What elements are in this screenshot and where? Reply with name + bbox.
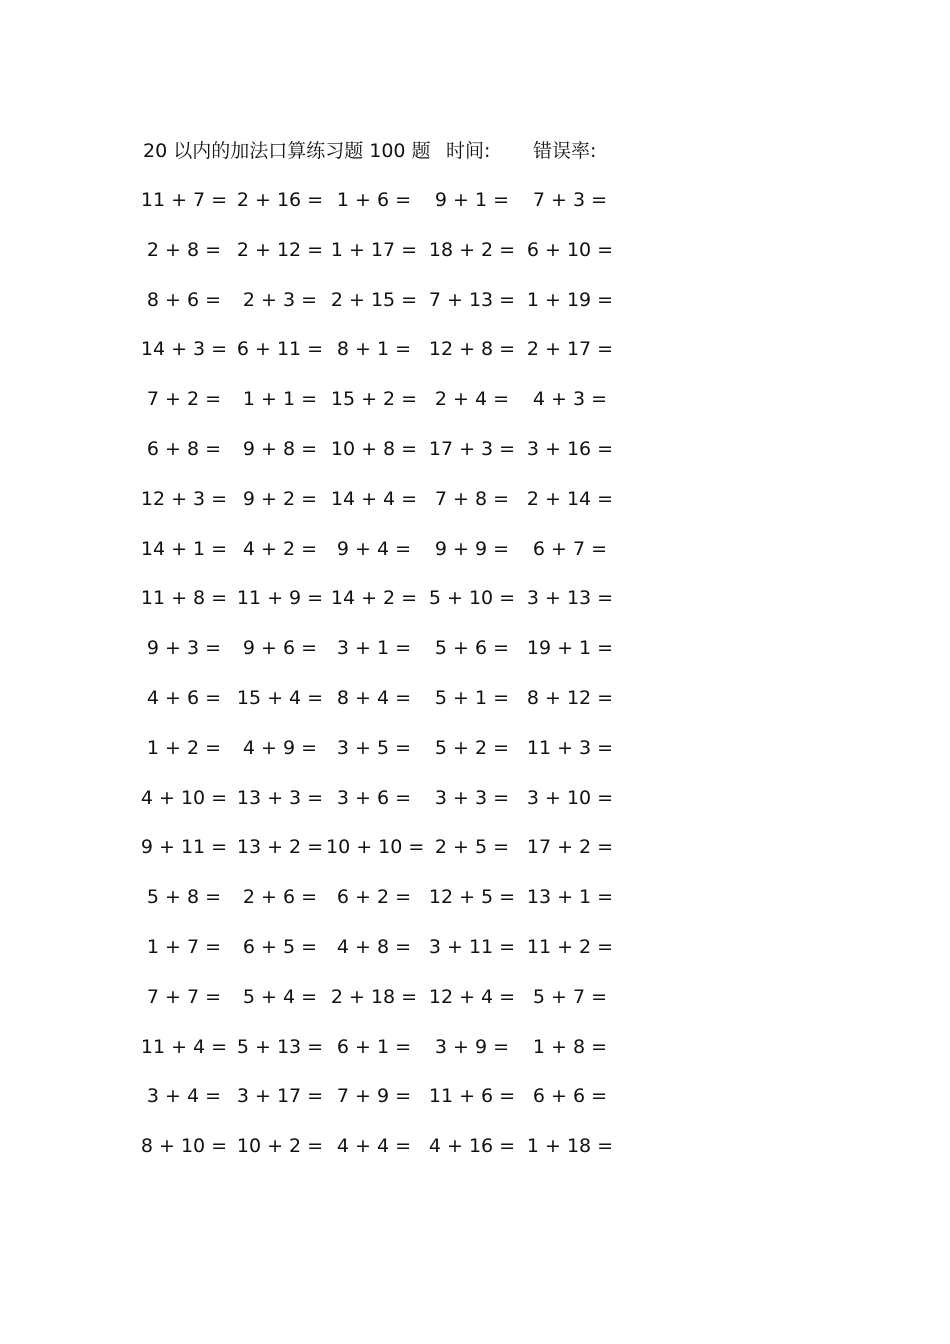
- addition-problem: 6 + 2 =: [336, 886, 412, 908]
- addition-problem: 4 + 10 =: [140, 787, 228, 809]
- addition-problem: 3 + 1 =: [336, 637, 412, 659]
- addition-problem: 6 + 6 =: [532, 1085, 608, 1107]
- addition-problem: 6 + 1 =: [336, 1036, 412, 1058]
- addition-problem: 2 + 4 =: [434, 388, 510, 410]
- addition-problem: 7 + 13 =: [428, 289, 516, 311]
- addition-problem: 7 + 2 =: [146, 388, 222, 410]
- addition-problem: 6 + 11 =: [236, 338, 324, 360]
- addition-problem: 3 + 5 =: [336, 737, 412, 759]
- addition-problem: 1 + 1 =: [242, 388, 318, 410]
- addition-problem: 14 + 3 =: [140, 338, 228, 360]
- addition-problem: 4 + 2 =: [242, 538, 318, 560]
- addition-problem: 5 + 4 =: [242, 986, 318, 1008]
- addition-problem: 2 + 16 =: [236, 189, 324, 211]
- addition-problem: 13 + 2 =: [236, 836, 324, 858]
- addition-problem: 3 + 9 =: [434, 1036, 510, 1058]
- addition-problem: 10 + 10 =: [326, 836, 425, 858]
- addition-problem: 8 + 10 =: [140, 1135, 228, 1157]
- addition-problem: 18 + 2 =: [428, 239, 516, 261]
- addition-problem: 5 + 7 =: [532, 986, 608, 1008]
- addition-problem: 9 + 2 =: [242, 488, 318, 510]
- worksheet-header: [143, 136, 643, 166]
- addition-problem: 2 + 18 =: [330, 986, 418, 1008]
- addition-problem: 12 + 3 =: [140, 488, 228, 510]
- addition-problem: 4 + 9 =: [242, 737, 318, 759]
- addition-problem: 9 + 9 =: [434, 538, 510, 560]
- addition-problem: 11 + 4 =: [140, 1036, 228, 1058]
- addition-problem: 6 + 7 =: [532, 538, 608, 560]
- addition-problem: 15 + 4 =: [236, 687, 324, 709]
- addition-problem: 3 + 13 =: [526, 587, 614, 609]
- addition-problem: 2 + 14 =: [526, 488, 614, 510]
- worksheet-title: 20 以内的加法口算练习题 100 题: [143, 140, 431, 162]
- addition-problem: 5 + 8 =: [146, 886, 222, 908]
- addition-problem: 3 + 6 =: [336, 787, 412, 809]
- addition-problem: 1 + 19 =: [526, 289, 614, 311]
- addition-problem: 6 + 5 =: [242, 936, 318, 958]
- addition-problem: 2 + 5 =: [434, 836, 510, 858]
- addition-problem: 9 + 4 =: [336, 538, 412, 560]
- addition-problem: 5 + 2 =: [434, 737, 510, 759]
- addition-problem: 7 + 7 =: [146, 986, 222, 1008]
- addition-problem: 5 + 6 =: [434, 637, 510, 659]
- addition-problem: 3 + 10 =: [526, 787, 614, 809]
- addition-problem: 3 + 11 =: [428, 936, 516, 958]
- addition-problem: 9 + 1 =: [434, 189, 510, 211]
- addition-problem: 6 + 10 =: [526, 239, 614, 261]
- addition-problem: 2 + 6 =: [242, 886, 318, 908]
- addition-problem: 3 + 16 =: [526, 438, 614, 460]
- addition-problem: 8 + 1 =: [336, 338, 412, 360]
- addition-problem: 5 + 1 =: [434, 687, 510, 709]
- addition-problem: 2 + 12 =: [236, 239, 324, 261]
- addition-problem: 11 + 2 =: [526, 936, 614, 958]
- addition-problem: 2 + 3 =: [242, 289, 318, 311]
- addition-problem: 11 + 3 =: [526, 737, 614, 759]
- addition-problem: 17 + 2 =: [526, 836, 614, 858]
- addition-problem: 9 + 6 =: [242, 637, 318, 659]
- addition-problem: 11 + 9 =: [236, 587, 324, 609]
- addition-problem: 4 + 16 =: [428, 1135, 516, 1157]
- addition-problem: 1 + 17 =: [330, 239, 418, 261]
- addition-problem: 1 + 8 =: [532, 1036, 608, 1058]
- addition-problem: 8 + 12 =: [526, 687, 614, 709]
- addition-problem: 11 + 8 =: [140, 587, 228, 609]
- addition-problem: 4 + 3 =: [532, 388, 608, 410]
- addition-problem: 2 + 15 =: [330, 289, 418, 311]
- addition-problem: 9 + 8 =: [242, 438, 318, 460]
- addition-problem: 4 + 6 =: [146, 687, 222, 709]
- addition-problem: 3 + 3 =: [434, 787, 510, 809]
- addition-problem: 2 + 8 =: [146, 239, 222, 261]
- addition-problem: 1 + 6 =: [336, 189, 412, 211]
- addition-problem: 1 + 18 =: [526, 1135, 614, 1157]
- addition-problem: 9 + 3 =: [146, 637, 222, 659]
- addition-problem: 19 + 1 =: [526, 637, 614, 659]
- addition-problem: 3 + 4 =: [146, 1085, 222, 1107]
- addition-problem: 1 + 7 =: [146, 936, 222, 958]
- addition-problem: 17 + 3 =: [428, 438, 516, 460]
- addition-problem: 7 + 3 =: [532, 189, 608, 211]
- addition-problem: 13 + 3 =: [236, 787, 324, 809]
- addition-problem: 15 + 2 =: [330, 388, 418, 410]
- addition-problem: 2 + 17 =: [526, 338, 614, 360]
- addition-problem: 1 + 2 =: [146, 737, 222, 759]
- addition-problem: 6 + 8 =: [146, 438, 222, 460]
- addition-problem: 5 + 10 =: [428, 587, 516, 609]
- addition-problem: 10 + 8 =: [330, 438, 418, 460]
- addition-problem: 12 + 4 =: [428, 986, 516, 1008]
- addition-problem: 11 + 6 =: [428, 1085, 516, 1107]
- addition-problem: 8 + 4 =: [336, 687, 412, 709]
- addition-problem: 7 + 9 =: [336, 1085, 412, 1107]
- addition-problem: 7 + 8 =: [434, 488, 510, 510]
- addition-problem: 4 + 8 =: [336, 936, 412, 958]
- addition-problem: 3 + 17 =: [236, 1085, 324, 1107]
- addition-problem: 8 + 6 =: [146, 289, 222, 311]
- addition-problem: 4 + 4 =: [336, 1135, 412, 1157]
- addition-problem: 12 + 5 =: [428, 886, 516, 908]
- time-label: 时间:: [446, 140, 491, 162]
- addition-problem: 14 + 1 =: [140, 538, 228, 560]
- addition-problem: 11 + 7 =: [140, 189, 228, 211]
- error-rate-label: 错误率:: [533, 140, 597, 162]
- addition-problem: 10 + 2 =: [236, 1135, 324, 1157]
- addition-problem: 12 + 8 =: [428, 338, 516, 360]
- addition-problem: 14 + 4 =: [330, 488, 418, 510]
- addition-problem: 13 + 1 =: [526, 886, 614, 908]
- addition-problem: 5 + 13 =: [236, 1036, 324, 1058]
- addition-problem: 14 + 2 =: [330, 587, 418, 609]
- addition-problem: 9 + 11 =: [140, 836, 228, 858]
